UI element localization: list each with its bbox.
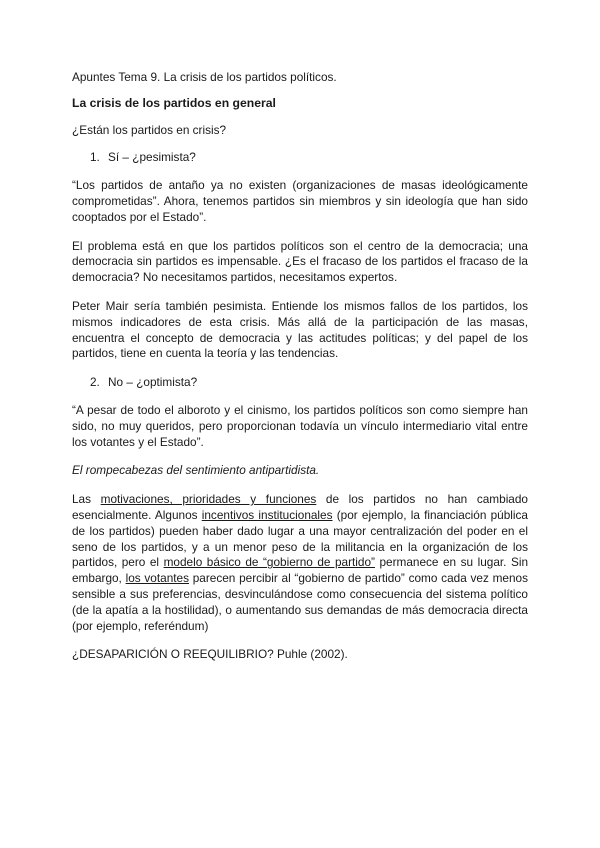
final-line: ¿DESAPARICIÓN O REEQUILIBRIO? Puhle (2002). <box>72 647 348 662</box>
italic-subtitle: El rompecabezas del sentimiento antipartidista. <box>72 463 320 478</box>
text-run: Las <box>72 492 101 507</box>
underlined-text: motivaciones, prioridades y funciones <box>100 492 317 507</box>
document-body <box>72 70 528 663</box>
problem-paragraph: El problema está en que los partidos políticos son el centro de la democracia; una democracia sin partidos es impensable. ¿Es el fracaso de los partidos el fracaso de la democracia? No necesitamos partidos, necesitamos expertos. <box>72 238 528 285</box>
document-title: Apuntes Tema 9. La crisis de los partidos políticos. <box>72 70 337 84</box>
section-heading: La crisis de los partidos en general <box>72 95 276 110</box>
text-run: parecen percibir al “gobierno de partido” como cada vez menos sensible a sus preferencias, desvinculándose como consecuencia del sistema político (de la apatía a la hostilidad), o aumentando sus demandas de más democracia directa (por ejemplo, referéndum) <box>72 571 528 633</box>
text-run: (por ejemplo, la financiación pública de los partidos) pueden haber dado lugar a una mayor centralización del poder en el seno de los partidos, y a un menor peso de la militancia en la organización de los partidos, pero el <box>72 507 528 570</box>
antipartisan-paragraph <box>72 492 528 634</box>
list-item <box>72 150 528 166</box>
list-item-text: Sí – ¿pesimista? <box>108 150 196 165</box>
list-item-number: 2. <box>90 375 100 390</box>
question-line: ¿Están los partidos en crisis? <box>72 122 227 137</box>
quote-paragraph: “Los partidos de antaño ya no existen (organizaciones de masas ideológicamente comprometidas”. Ahora, tenemos partidos sin miembros y sin ideología que han sido cooptados por el Estado”. <box>72 178 528 224</box>
list-item-text: No – ¿optimista? <box>108 375 198 390</box>
quote-paragraph: “A pesar de todo el alboroto y el cinismo, los partidos políticos son como siempre han sido, no muy queridos, pero proporcionan todavía un vínculo intermediario vital entre los votantes y el Estado”. <box>72 402 528 449</box>
underlined-text: incentivos institucionales <box>201 507 333 522</box>
underlined-text: los votantes <box>125 571 189 586</box>
list-item-number: 1. <box>90 150 100 165</box>
text-run: permanece en su lugar. Sin embargo, <box>72 555 529 586</box>
mair-paragraph: Peter Mair sería también pesimista. Entiende los mismos fallos de los partidos, los mismos indicadores de esta crisis. Más allá de la participación de las masas, encuentra el concepto de democracia y las actitudes políticas; y del papel de los partidos, tiene en cuenta la teoría y las tendencias. <box>72 298 528 361</box>
list-item <box>72 375 528 391</box>
text-run: de los partidos no han cambiado esencialmente. Algunos <box>72 492 528 522</box>
underlined-text: modelo básico de “gobierno de partido” <box>163 555 375 570</box>
